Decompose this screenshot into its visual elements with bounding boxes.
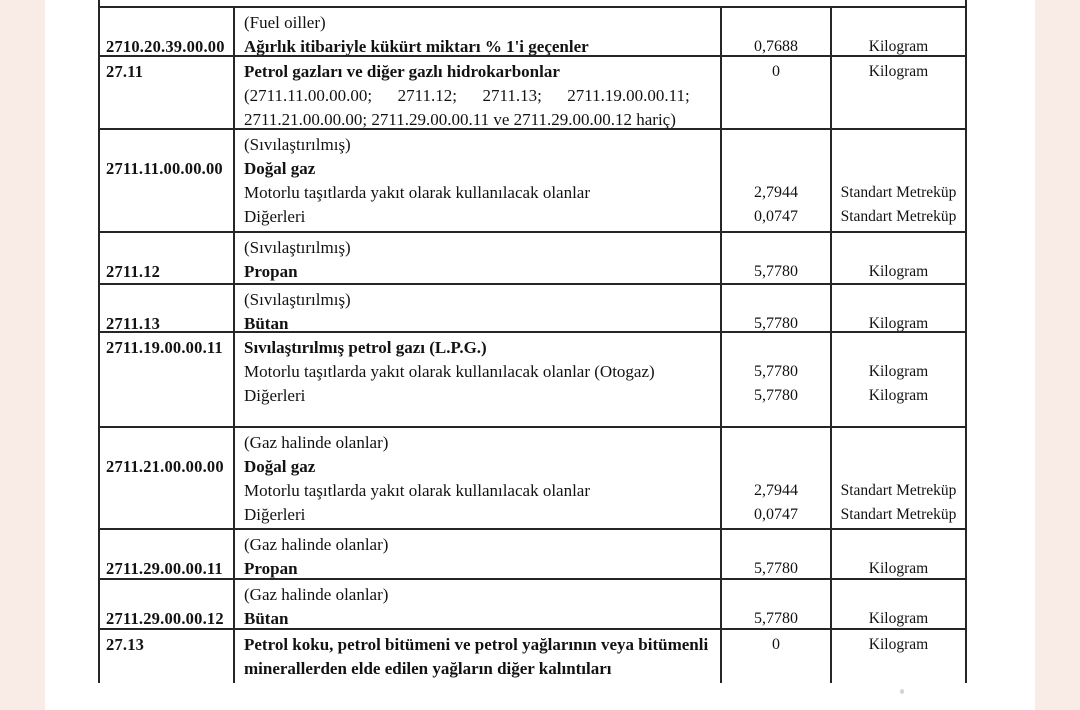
tax-amount-value: 5,7780 [754,363,798,380]
tax-amount-cell [720,428,830,528]
description-line: Propan [244,262,298,281]
table-row [100,130,965,233]
unit-cell [830,285,965,331]
description-line: Bütan [244,609,289,628]
table-row [100,428,965,530]
tax-amount-value: 2,7944 [754,184,798,201]
tax-amount-value: 0,0747 [754,506,798,523]
description-line: Bütan [244,314,289,331]
gtip-code: 2711.21.00.00.00 [106,457,224,476]
tax-amount-value: 5,7780 [754,560,798,577]
tax-amount-cell [720,580,830,628]
unit-value: Kilogram [868,387,929,404]
unit-cell [830,57,965,128]
description-line: (Gaz halinde olanlar) [244,585,389,604]
table-row [100,8,965,57]
description-line: Motorlu taşıtlarda yakıt olarak kullanılacak olanlar [244,481,591,500]
unit-value: Kilogram [868,363,929,380]
unit-value: Kilogram [868,38,929,55]
tax-amount-value: 5,7780 [754,610,798,627]
description-cell [233,130,720,231]
tax-amount-value: 0,0747 [754,208,798,225]
tax-amount-value: 0 [772,63,780,80]
gtip-code: 27.13 [106,635,145,654]
description-cell [233,428,720,528]
tax-amount-cell [720,285,830,331]
gtip-code-cell [100,428,233,528]
tax-amount-cell [720,57,830,128]
gtip-code-cell [100,630,233,683]
table-row [100,530,965,580]
description-cell [233,333,720,426]
gtip-code-cell [100,57,233,128]
unit-value: Kilogram [868,315,929,331]
description-cell [233,530,720,578]
description-line: Doğal gaz [244,159,316,178]
tax-amount-value: 5,7780 [754,263,798,280]
description-line: (Gaz halinde olanlar) [244,433,389,452]
tax-amount-cell [720,8,830,55]
unit-value: Kilogram [868,610,929,627]
table-row [100,333,965,428]
table-top-partial-row [100,0,965,8]
description-line: (Sıvılaştırılmış) [244,238,351,257]
gtip-code-cell [100,130,233,231]
gtip-code-cell [100,580,233,628]
unit-value: Standart Metreküp [840,506,957,523]
gtip-code-cell [100,233,233,283]
unit-value: Kilogram [868,263,929,280]
description-line: Propan [244,559,298,578]
gtip-code: 2711.11.00.00.00 [106,159,223,178]
tax-amount-value: 2,7944 [754,482,798,499]
description-line: (Gaz halinde olanlar) [244,535,389,554]
scan-artifact [900,689,904,694]
description-line: (Sıvılaştırılmış) [244,290,351,309]
description-line: Diğerleri [244,207,306,226]
tax-amount-cell [720,630,830,683]
gtip-code: 2711.13 [106,314,161,331]
table-row [100,285,965,333]
description-line: minerallerden elde edilen yağların diğer kalıntıları [244,659,612,678]
description-cell [233,285,720,331]
gtip-code-cell [100,285,233,331]
table-row [100,580,965,630]
unit-value: Kilogram [868,636,929,653]
unit-cell [830,233,965,283]
tax-amount-cell [720,333,830,426]
description-line: Motorlu taşıtlarda yakıt olarak kullanılacak olanlar [244,183,591,202]
description-line: Motorlu taşıtlarda yakıt olarak kullanılacak olanlar (Otogaz) [244,362,655,381]
tax-amount-value: 5,7780 [754,387,798,404]
gtip-code-cell [100,8,233,55]
table-row [100,233,965,285]
gtip-code: 2711.12 [106,262,161,281]
description-cell [233,8,720,55]
unit-cell [830,630,965,683]
description-cell [233,580,720,628]
gtip-code-cell [100,530,233,578]
unit-cell [830,8,965,55]
unit-cell [830,333,965,426]
description-line: Diğerleri [244,386,306,405]
table-row [100,57,965,130]
description-line: (Fuel oiller) [244,13,326,32]
description-cell [233,233,720,283]
tax-amount-cell [720,233,830,283]
tax-amount-value: 5,7780 [754,315,798,331]
tax-amount-cell [720,530,830,578]
description-cell [233,630,720,683]
unit-cell [830,530,965,578]
description-line: Sıvılaştırılmış petrol gazı (L.P.G.) [244,338,487,357]
description-line: Petrol koku, petrol bitümeni ve petrol yağlarının veya bitümenli [244,635,709,654]
unit-cell [830,580,965,628]
description-line: (2711.11.00.00.00; 2711.12; 2711.13; 2711.19.00.00.11; [244,86,690,105]
unit-value: Kilogram [868,63,929,80]
tax-amount-cell [720,130,830,231]
description-cell [233,57,720,128]
gtip-code: 2711.19.00.00.11 [106,338,223,357]
tax-amount-value: 0 [772,636,780,653]
unit-value: Standart Metreküp [840,208,957,225]
description-line: Ağırlık itibariyle kükürt miktarı % 1'i geçenler [244,37,589,55]
tariff-table [98,0,967,683]
document-page [45,0,1035,710]
description-line: (Sıvılaştırılmış) [244,135,351,154]
description-line: Diğerleri [244,505,306,524]
table-row [100,630,965,683]
gtip-code: 27.11 [106,62,144,81]
description-line: Doğal gaz [244,457,316,476]
gtip-code: 2710.20.39.00.00 [106,37,225,55]
tax-amount-value: 0,7688 [754,38,798,55]
description-line: Petrol gazları ve diğer gazlı hidrokarbonlar [244,62,560,81]
gtip-code-cell [100,333,233,426]
unit-value: Standart Metreküp [840,482,957,499]
unit-cell [830,428,965,528]
unit-cell [830,130,965,231]
description-line: 2711.21.00.00.00; 2711.29.00.00.11 ve 2711.29.00.00.12 hariç) [244,110,676,128]
gtip-code: 2711.29.00.00.11 [106,559,223,578]
unit-value: Standart Metreküp [840,184,957,201]
gtip-code: 2711.29.00.00.12 [106,609,224,628]
unit-value: Kilogram [868,560,929,577]
